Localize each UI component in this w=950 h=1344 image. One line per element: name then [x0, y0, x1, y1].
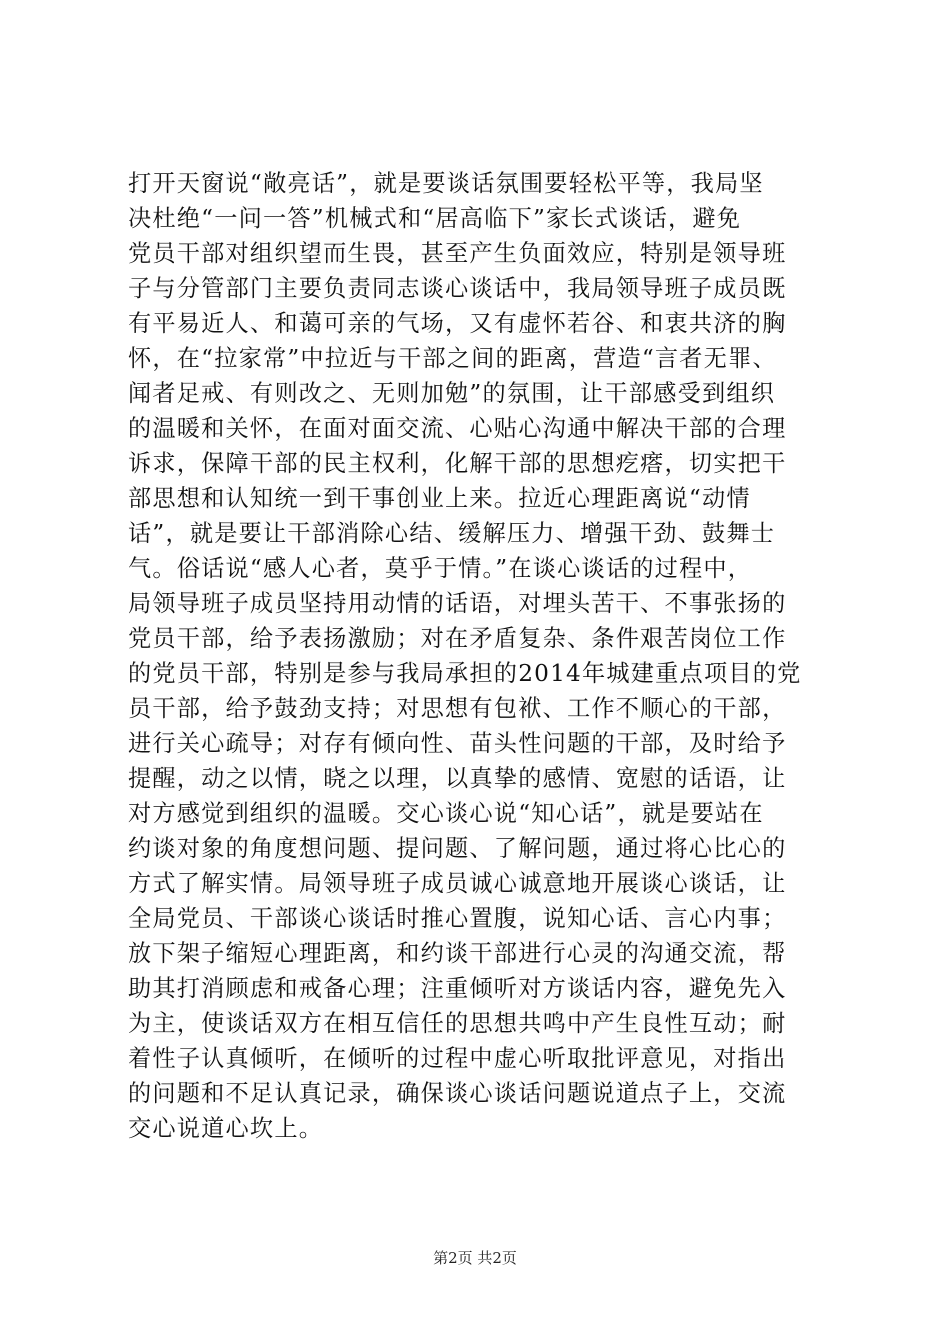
- text-line: 诉求，保障干部的民主权利，化解干部的思想疙瘩，切实把干: [128, 450, 787, 477]
- text-line: 交心说道心坎上。: [128, 1115, 324, 1142]
- text-line: 部思想和认知统一到干事创业上来。拉近心理距离说“动情: [128, 485, 751, 512]
- text-line: 全局党员、干部谈心谈话时推心置腹，说知心话、言心内事；: [128, 905, 787, 932]
- text-line: 子与分管部门主要负责同志谈心谈话中，我局领导班子成员既: [128, 275, 787, 302]
- text-line: 方式了解实情。局领导班子成员诚心诚意地开展谈心谈话，让: [128, 870, 787, 897]
- page-number-footer: 第2页 共2页: [433, 1249, 517, 1267]
- text-line: 进行关心疏导；对存有倾向性、苗头性问题的干部，及时给予: [128, 730, 787, 757]
- text-line: 有平易近人、和蔼可亲的气场，又有虚怀若谷、和衷共济的胸: [128, 310, 787, 337]
- text-line: 话”，就是要让干部消除心结、缓解压力、增强干劲、鼓舞士: [128, 520, 776, 547]
- text-line: 为主，使谈话双方在相互信任的思想共鸣中产生良性互动；耐: [128, 1010, 787, 1037]
- text-line: 的温暖和关怀，在面对面交流、心贴心沟通中解决干部的合理: [128, 415, 787, 442]
- text-line: 助其打消顾虑和戒备心理；注重倾听对方谈话内容，避免先入: [128, 975, 787, 1002]
- text-line: 的党员干部，特别是参与我局承担的2014年城建重点项目的党: [128, 660, 802, 687]
- text-line: 员干部，给予鼓劲支持；对思想有包袱、工作不顺心的干部，: [128, 695, 787, 722]
- text-line: 闻者足戒、有则改之、无则加勉”的氛围，让干部感受到组织: [128, 380, 776, 407]
- text-line: 放下架子缩短心理距离，和约谈干部进行心灵的沟通交流，帮: [128, 940, 787, 967]
- text-line: 的问题和不足认真记录，确保谈心谈话问题说道点子上，交流: [128, 1080, 787, 1107]
- text-line: 对方感觉到组织的温暖。交心谈心说“知心话”，就是要站在: [128, 800, 764, 827]
- body-paragraph: [128, 166, 828, 1146]
- text-line: 党员干部对组织望而生畏，甚至产生负面效应，特别是领导班: [128, 240, 787, 267]
- text-line: 打开天窗说“敞亮话”，就是要谈话氛围要轻松平等，我局坚: [128, 170, 764, 197]
- text-line: 怀，在“拉家常”中拉近与干部之间的距离，营造“言者无罪、: [128, 345, 777, 372]
- text-line: 局领导班子成员坚持用动情的话语，对埋头苦干、不事张扬的: [128, 590, 787, 617]
- text-line: 决杜绝“一问一答”机械式和“居高临下”家长式谈话，避免: [128, 205, 742, 232]
- text-line: 党员干部，给予表扬激励；对在矛盾复杂、条件艰苦岗位工作: [128, 625, 787, 652]
- text-line: 着性子认真倾听，在倾听的过程中虚心听取批评意见，对指出: [128, 1045, 787, 1072]
- text-line: 提醒，动之以情，晓之以理，以真挚的感情、宽慰的话语，让: [128, 765, 787, 792]
- text-line: 约谈对象的角度想问题、提问题、了解问题，通过将心比心的: [128, 835, 787, 862]
- text-line: 气。俗话说“感人心者，莫乎于情。”在谈心谈话的过程中，: [128, 555, 753, 582]
